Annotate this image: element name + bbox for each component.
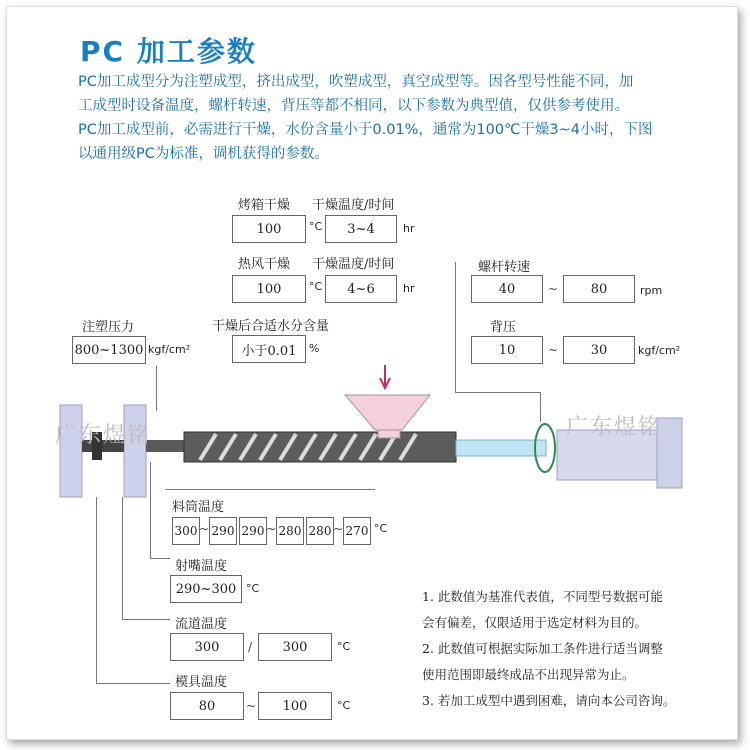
screw-leader-line (540, 392, 541, 422)
hot-air-time-unit: hr (403, 282, 415, 295)
back-pressure-min-field: 10 (471, 336, 543, 364)
range-separator: ~ (548, 282, 559, 296)
hot-air-temp-unit: °C (309, 280, 323, 293)
oven-drying-label: 烤箱干燥 (238, 198, 291, 213)
back-pressure-unit: kgf/cm² (638, 344, 681, 357)
oven-time-field: 3~4 (325, 215, 397, 243)
barrel-temp-label: 料筒温度 (172, 500, 225, 515)
note-line: 1. 此数值为基准代表值，不同型号数据可能 (422, 589, 663, 604)
runner-temp-label: 流道温度 (175, 617, 228, 632)
barrel-temp-field: 280 (306, 517, 334, 545)
intro-line: 工成型时设备温度，螺杆转速，背压等都不相同，以下参数为典型值，仅供参考使用。 (78, 98, 629, 114)
hopper (345, 395, 430, 430)
feed-arrow-icon (380, 365, 390, 388)
nozzle-temp-label: 射嘴温度 (175, 559, 228, 574)
injection-pressure-field: 800~1300 (72, 336, 146, 364)
hot-air-drying-label: 热风干燥 (238, 257, 291, 272)
barrel-temp-field: 300 (172, 517, 200, 545)
hot-air-temp-time-label: 干燥温度/时间 (312, 257, 395, 272)
range-separator: ~ (266, 522, 277, 536)
back-pressure-max-field: 30 (563, 336, 635, 364)
watermark-text: 广东煜铭 (55, 423, 152, 448)
note-line: 使用范围即最终成品不出现异常为止。 (422, 667, 635, 682)
screw-leader-line (455, 262, 456, 392)
injection-pressure-label: 注塑压力 (82, 320, 135, 335)
page-title: PC 加工参数 (80, 35, 257, 68)
screw-leader-line (455, 392, 540, 393)
oven-temp-field: 100 (232, 215, 306, 243)
runner-leader-line (122, 619, 170, 620)
screw-speed-label: 螺杆转速 (478, 260, 531, 275)
oven-temp-time-label: 干燥温度/时间 (312, 198, 395, 213)
mold-temp-min-field: 80 (170, 692, 244, 720)
barrel-temp-field: 290 (209, 517, 237, 545)
runner-leader-line (122, 497, 123, 619)
hopper-neck (378, 430, 400, 438)
moisture-label: 干燥后合适水分含量 (212, 319, 330, 334)
mold-leader-line (96, 683, 170, 684)
range-separator: ~ (548, 343, 559, 357)
range-separator: / (248, 640, 253, 654)
nozzle-leader-line (150, 558, 170, 559)
barrel-temp-field: 270 (343, 517, 371, 545)
hot-air-temp-field: 100 (232, 275, 306, 303)
oven-time-unit: hr (403, 222, 415, 235)
screw-speed-max-field: 80 (563, 275, 635, 303)
range-separator: ~ (333, 522, 344, 536)
barrel-temp-field: 290 (239, 517, 267, 545)
nozzle-temp-field: 290~300 (170, 575, 242, 603)
oven-temp-unit: °C (309, 220, 323, 233)
hot-air-time-field: 4~6 (325, 275, 397, 303)
mold-temp-label: 模具温度 (175, 675, 228, 690)
barrel-temp-unit: °C (374, 522, 388, 535)
runner-temp-min-field: 300 (170, 633, 244, 661)
intro-line: 以通用级PC为标准，调机获得的参数。 (78, 146, 329, 162)
back-pressure-label: 背压 (490, 320, 517, 335)
intro-line: PC加工成型分为注塑成型，挤出成型，吹塑成型，真空成型等。因各型号性能不同，加 (78, 74, 634, 90)
range-separator: ~ (246, 699, 257, 713)
moisture-field: 小于0.01 (232, 335, 306, 363)
mold-leader-line (96, 497, 97, 683)
notes (422, 584, 722, 714)
watermark-text: 广东煜铭 (566, 415, 663, 440)
nozzle (146, 440, 184, 452)
intro-line: PC加工成型前，必需进行干燥，水份含量小于0.01%，通常为100℃干燥3~4小时，下图 (78, 122, 653, 138)
note-line: 2. 此数值可根据实际加工条件进行适当调整 (422, 641, 663, 656)
injection-pressure-unit: kgf/cm² (148, 343, 191, 356)
note-line: 会有偏差，仅限适用于选定材料为目的。 (422, 615, 648, 630)
mold-temp-max-field: 100 (258, 692, 332, 720)
screw-speed-unit: rpm (640, 284, 663, 297)
note-line: 3. 若加工成型中遇到困难，请向本公司咨询。 (422, 693, 676, 708)
nozzle-leader-line (150, 462, 151, 558)
mold-temp-unit: °C (337, 699, 351, 712)
barrel-temp-field: 280 (276, 517, 304, 545)
barrel-zone-line (165, 489, 375, 490)
screw-speed-min-field: 40 (471, 275, 543, 303)
runner-temp-unit: °C (337, 640, 351, 653)
nozzle-temp-unit: °C (246, 582, 260, 595)
pressure-leader-line (156, 366, 157, 411)
runner-temp-max-field: 300 (258, 633, 332, 661)
moisture-unit: % (309, 342, 320, 355)
drive-shaft (456, 440, 546, 456)
range-separator: ~ (199, 522, 210, 536)
